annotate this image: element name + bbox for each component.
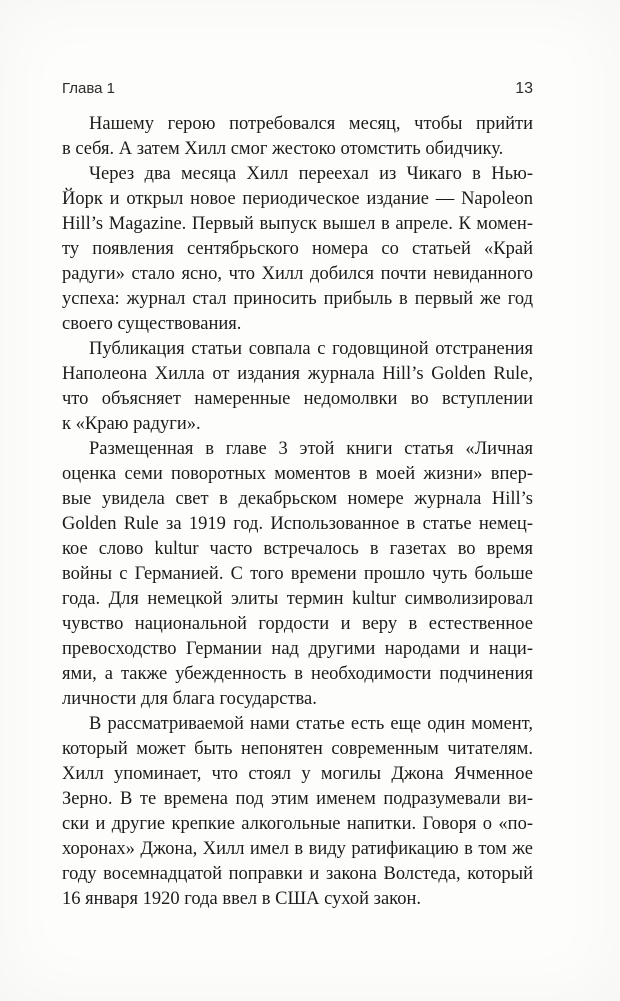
text-line: который может быть непонятен современным читателям. (62, 739, 533, 759)
text-line: оценка семи поворотных моментов в моей жизни» впер- (62, 464, 533, 484)
text-line: ски и другие крепкие алкогольные напитки. Говоря о «по- (62, 814, 533, 834)
text-line: Наполеона Хилла от издания журнала Hill’s Golden Rule, (62, 364, 533, 384)
text-line: Зерно. В те времена под этим именем подразумевали ви- (62, 789, 533, 809)
text-line: В рассматриваемой нами статье есть еще один момент, (89, 714, 533, 734)
text-line: году восемнадцатой поправки и закона Волстеда, который (62, 864, 533, 884)
text-line: Golden Rule за 1919 год. Использованное в статье немец- (62, 514, 533, 534)
text-line: ту появления сентябрьского номера со статьей «Край (62, 239, 533, 259)
paragraph (62, 712, 533, 912)
text-line: к «Краю радуги». (62, 414, 201, 434)
paragraph (62, 437, 533, 712)
text-line: чувство национальной гордости и веру в естественное (62, 614, 533, 634)
text-line: Публикация статьи совпала с годовщиной отстранения (89, 339, 533, 359)
text-line: личности для блага государства. (62, 689, 317, 709)
text-line: Через два месяца Хилл переехал из Чикаго в Нью- (89, 164, 533, 184)
text-line: Йорк и открыл новое периодическое издание — Napoleon (62, 189, 533, 209)
text-line: что объясняет намеренные недомолвки во вступлении (62, 389, 533, 409)
text-line: Hill’s Magazine. Первый выпуск вышел в апреле. К момен- (62, 214, 533, 234)
text-line: Хилл упоминает, что стоял у могилы Джона Ячменное (62, 764, 533, 784)
text-line: успеха: журнал стал приносить прибыль в первый же год (62, 289, 533, 309)
paragraph (62, 162, 533, 337)
page-header (62, 80, 533, 98)
text-line: вые увидела свет в декабрьском номере журнала Hill’s (62, 489, 533, 509)
chapter-label: Глава 1 (62, 80, 116, 97)
text-line: 16 января 1920 года ввел в США сухой закон. (62, 889, 421, 909)
text-line: кое слово kultur часто встречалось в газетах во время (62, 539, 533, 559)
paragraph (62, 337, 533, 437)
text-line: войны с Германией. С того времени прошло чуть больше (62, 564, 533, 584)
text-line: в себя. А затем Хилл смог жестоко отомстить обидчику. (62, 139, 504, 159)
page-number: 13 (515, 80, 533, 97)
page-body (62, 112, 533, 912)
text-line: своего существования. (62, 314, 242, 334)
paragraph (62, 112, 533, 162)
text-line: радуги» стало ясно, что Хилл добился почти невиданного (62, 264, 533, 284)
text-line: хоронах» Джона, Хилл имел в виду ратификацию в том же (62, 839, 533, 859)
text-line: года. Для немецкой элиты термин kultur символизировал (62, 589, 533, 609)
text-line: ями, а также убежденность в необходимости подчинения (62, 664, 533, 684)
text-line: Нашему герою потребовался месяц, чтобы прийти (89, 114, 533, 134)
text-line: Размещенная в главе 3 этой книги статья «Личная (89, 439, 533, 459)
text-line: превосходство Германии над другими народами и наци- (62, 639, 533, 659)
